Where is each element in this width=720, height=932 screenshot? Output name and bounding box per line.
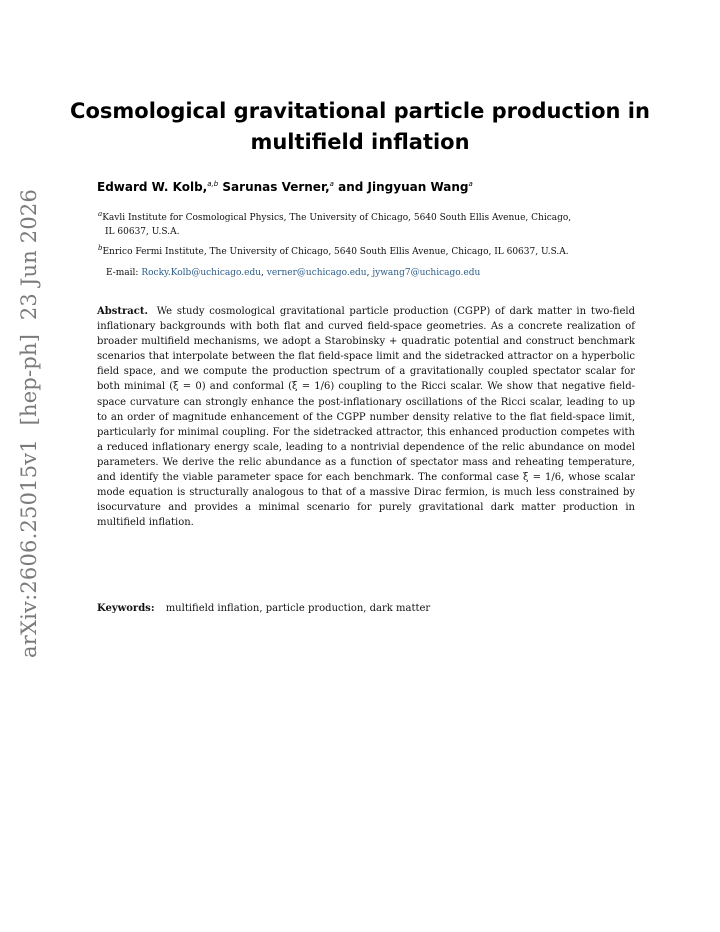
title-line-2: multifield inflation: [250, 130, 470, 154]
email-separator: ,: [261, 268, 264, 278]
author-name: and Jingyuan Wang: [338, 180, 469, 194]
keywords-text: multifield inflation, particle production, dark matter: [165, 603, 431, 614]
email-line: [106, 268, 480, 278]
affiliation-mark: b: [98, 244, 103, 252]
affiliation-text: Kavli Institute for Cosmological Physics, The University of Chicago, 5640 South Ellis Avenue, Chicago,: [102, 213, 572, 223]
author-affil-mark: a,b: [207, 180, 219, 188]
author-name: Sarunas Verner,: [222, 180, 330, 194]
keywords-label: Keywords:: [97, 603, 155, 614]
affiliation: [98, 242, 643, 260]
author-affil-mark: a: [329, 180, 334, 188]
email-link[interactable]: verner@uchicago.edu: [266, 268, 367, 278]
affiliation-text: Enrico Fermi Institute, The University of Chicago, 5640 South Ellis Avenue, Chicago, IL 60637, U.S.A.: [102, 247, 569, 257]
affiliation-mark: a: [98, 210, 103, 218]
email-separator: ,: [366, 268, 370, 278]
email-link[interactable]: jywang7@uchicago.edu: [372, 268, 481, 278]
arxiv-identifier-stamp: arXiv:2606.25015v1 [hep-ph] 23 Jun 2026: [17, 188, 41, 658]
author-name: Edward W. Kolb,: [97, 180, 208, 194]
paper-title: [60, 96, 660, 158]
affiliation-text-cont: IL 60637, U.S.A.: [105, 226, 180, 237]
author-affil-mark: a: [468, 180, 473, 188]
title-line-1: Cosmological gravitational particle production in: [70, 99, 650, 123]
abstract-label: Abstract.: [97, 306, 148, 317]
keywords: [97, 603, 430, 614]
email-link[interactable]: Rocky.Kolb@uchicago.edu: [141, 268, 262, 278]
abstract-text: We study cosmological gravitational particle production (CGPP) of dark matter in two-field inflationary backgrounds with both flat and curved field-space geometries. As a concrete realization of broader multifield mechanisms, we adopt a Starobinsky + quadratic potential and construct benchmark scenarios that interpolate between the flat field-space limit and the sidetracked attractor on a hyperbolic field space, and we compute the production spectrum of a gravitationally coupled spectator scalar for both minimal (ξ = 0) and conformal (ξ = 1/6) coupling to the Ricci scalar. We show that negative field-space curvature can strongly enhance the post-inflationary oscillations of the Ricci scalar, leading to up to an order of magnitude enhancement of the CGPP number density relative to the flat field-space limit, particularly for minimal coupling. For the sidetracked attractor, this enhanced production competes with a reduced inflationary energy scale, leading to a nontrivial dependence of the relic abundance on model parameters. We derive the relic abundance as a function of spectator mass and reheating temperature, and identify the viable parameter space for each benchmark. The conformal case ξ = 1/6, whose scalar mode equation is structurally analogous to that of a massive Dirac fermion, is much less constrained by isocurvature and provides a minimal scenario for purely gravitational dark matter production in multifield inflation.: [97, 306, 635, 529]
author-list: [97, 180, 473, 194]
email-label: E-mail:: [106, 268, 139, 278]
affiliation: [98, 208, 643, 239]
abstract: [97, 304, 635, 530]
